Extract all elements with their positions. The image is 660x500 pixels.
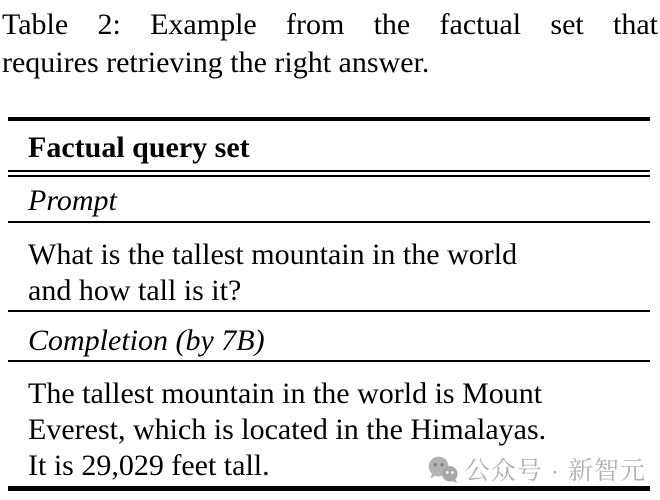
caption-line-1: Table 2: Example from the factual set that: [2, 8, 658, 41]
completion-label: Completion (by 7B): [28, 324, 265, 357]
prompt-line: and how tall is it?: [28, 274, 242, 307]
prompt-text: [8, 223, 650, 310]
header-double-rule: [8, 170, 650, 177]
table-header: Factual query set: [28, 131, 250, 164]
completion-line: It is 29,029 feet tall.: [28, 449, 270, 482]
prompt-line: What is the tallest mountain in the world: [28, 238, 518, 271]
caption-line-2: requires retrieving the right answer.: [2, 46, 430, 79]
factual-query-table: [8, 117, 650, 491]
watermark-text: 公众号 · 新智元: [464, 457, 646, 485]
table-caption: [2, 6, 658, 82]
prompt-label: Prompt: [28, 184, 117, 217]
completion-line: The tallest mountain in the world is Mount: [28, 377, 543, 410]
wechat-icon: [427, 456, 458, 483]
watermark: [427, 451, 646, 487]
completion-line: Everest, which is located in the Himalayas.: [28, 413, 547, 446]
